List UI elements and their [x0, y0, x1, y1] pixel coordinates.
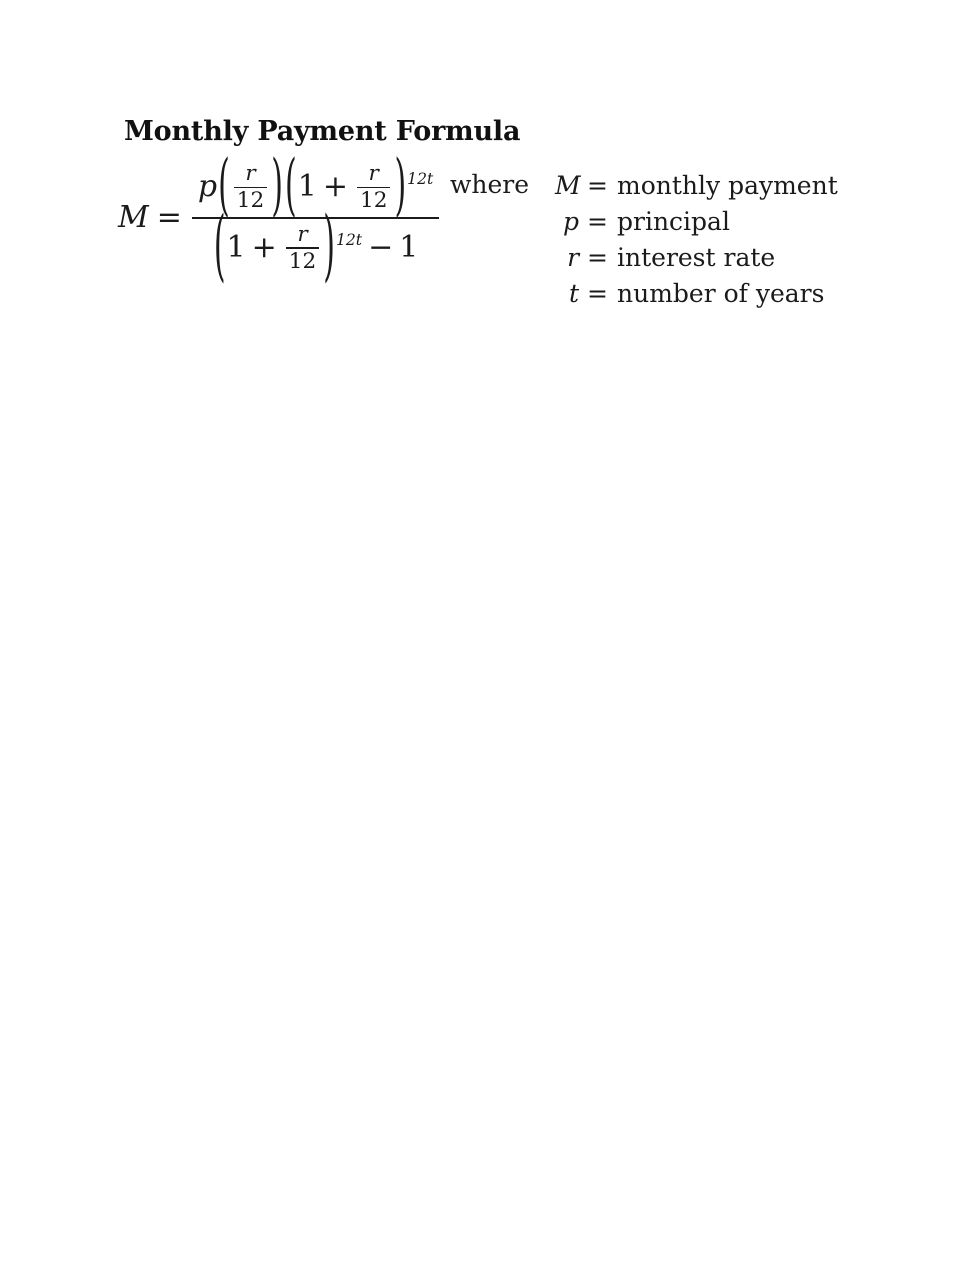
definition-equals: = — [587, 171, 608, 200]
page-title: Monthly Payment Formula — [124, 116, 521, 147]
rate-over-twelve-1 — [234, 162, 267, 213]
list-item — [555, 276, 838, 312]
equation-left-side: M — [118, 200, 149, 236]
definition-text: principal — [617, 207, 730, 236]
equation-equals-sign: = — [156, 200, 182, 236]
denominator-minus-sign: − — [368, 230, 394, 266]
main-fraction — [192, 146, 439, 293]
numerator-second-group: ( 1 + r 12 ) 12t — [285, 146, 434, 226]
equation — [118, 146, 439, 293]
where-legend — [450, 168, 838, 312]
definition-text: monthly payment — [617, 171, 838, 200]
definition-text: number of years — [617, 279, 825, 308]
numerator-principal-symbol: p — [197, 169, 218, 205]
denominator-subtract-one: 1 — [399, 230, 419, 266]
denominator-plus-sign: + — [251, 230, 277, 266]
twelve-value: 12 — [236, 188, 265, 214]
definition-equals: = — [587, 279, 608, 308]
denominator-group: ( 1 + r 12 ) 12t — [213, 201, 363, 293]
definition-symbol: p — [563, 207, 580, 236]
denominator-one: 1 — [226, 230, 246, 266]
list-item — [555, 240, 838, 276]
rate-symbol: r — [245, 161, 256, 186]
right-paren-icon: ) — [394, 146, 407, 226]
rate-over-twelve-3 — [286, 223, 319, 274]
numerator-one: 1 — [297, 169, 317, 205]
definition-symbol: t — [569, 279, 580, 308]
left-paren-icon: ( — [213, 201, 226, 293]
fraction-numerator — [192, 146, 439, 226]
numerator-plus-sign: + — [322, 169, 348, 205]
left-paren-icon: ( — [285, 146, 297, 226]
right-paren-icon: ) — [323, 201, 335, 293]
rate-over-twelve-2 — [357, 162, 390, 213]
monthly-payment-equation — [118, 146, 439, 293]
list-item — [555, 204, 838, 240]
right-paren-icon: ) — [271, 146, 283, 226]
definition-list — [555, 168, 838, 312]
fraction-denominator — [207, 201, 425, 293]
numerator-first-group — [217, 146, 284, 226]
left-paren-icon: ( — [218, 146, 230, 226]
definition-text: interest rate — [617, 243, 776, 272]
definition-symbol: M — [555, 171, 581, 200]
rate-symbol: r — [297, 221, 308, 247]
twelve-value: 12 — [288, 248, 317, 274]
list-item — [555, 168, 838, 204]
definition-equals: = — [587, 207, 608, 236]
where-label: where — [450, 170, 530, 199]
twelve-value: 12 — [359, 188, 388, 214]
definition-symbol: r — [567, 243, 580, 272]
rate-symbol: r — [368, 161, 379, 186]
definition-equals: = — [587, 243, 608, 272]
